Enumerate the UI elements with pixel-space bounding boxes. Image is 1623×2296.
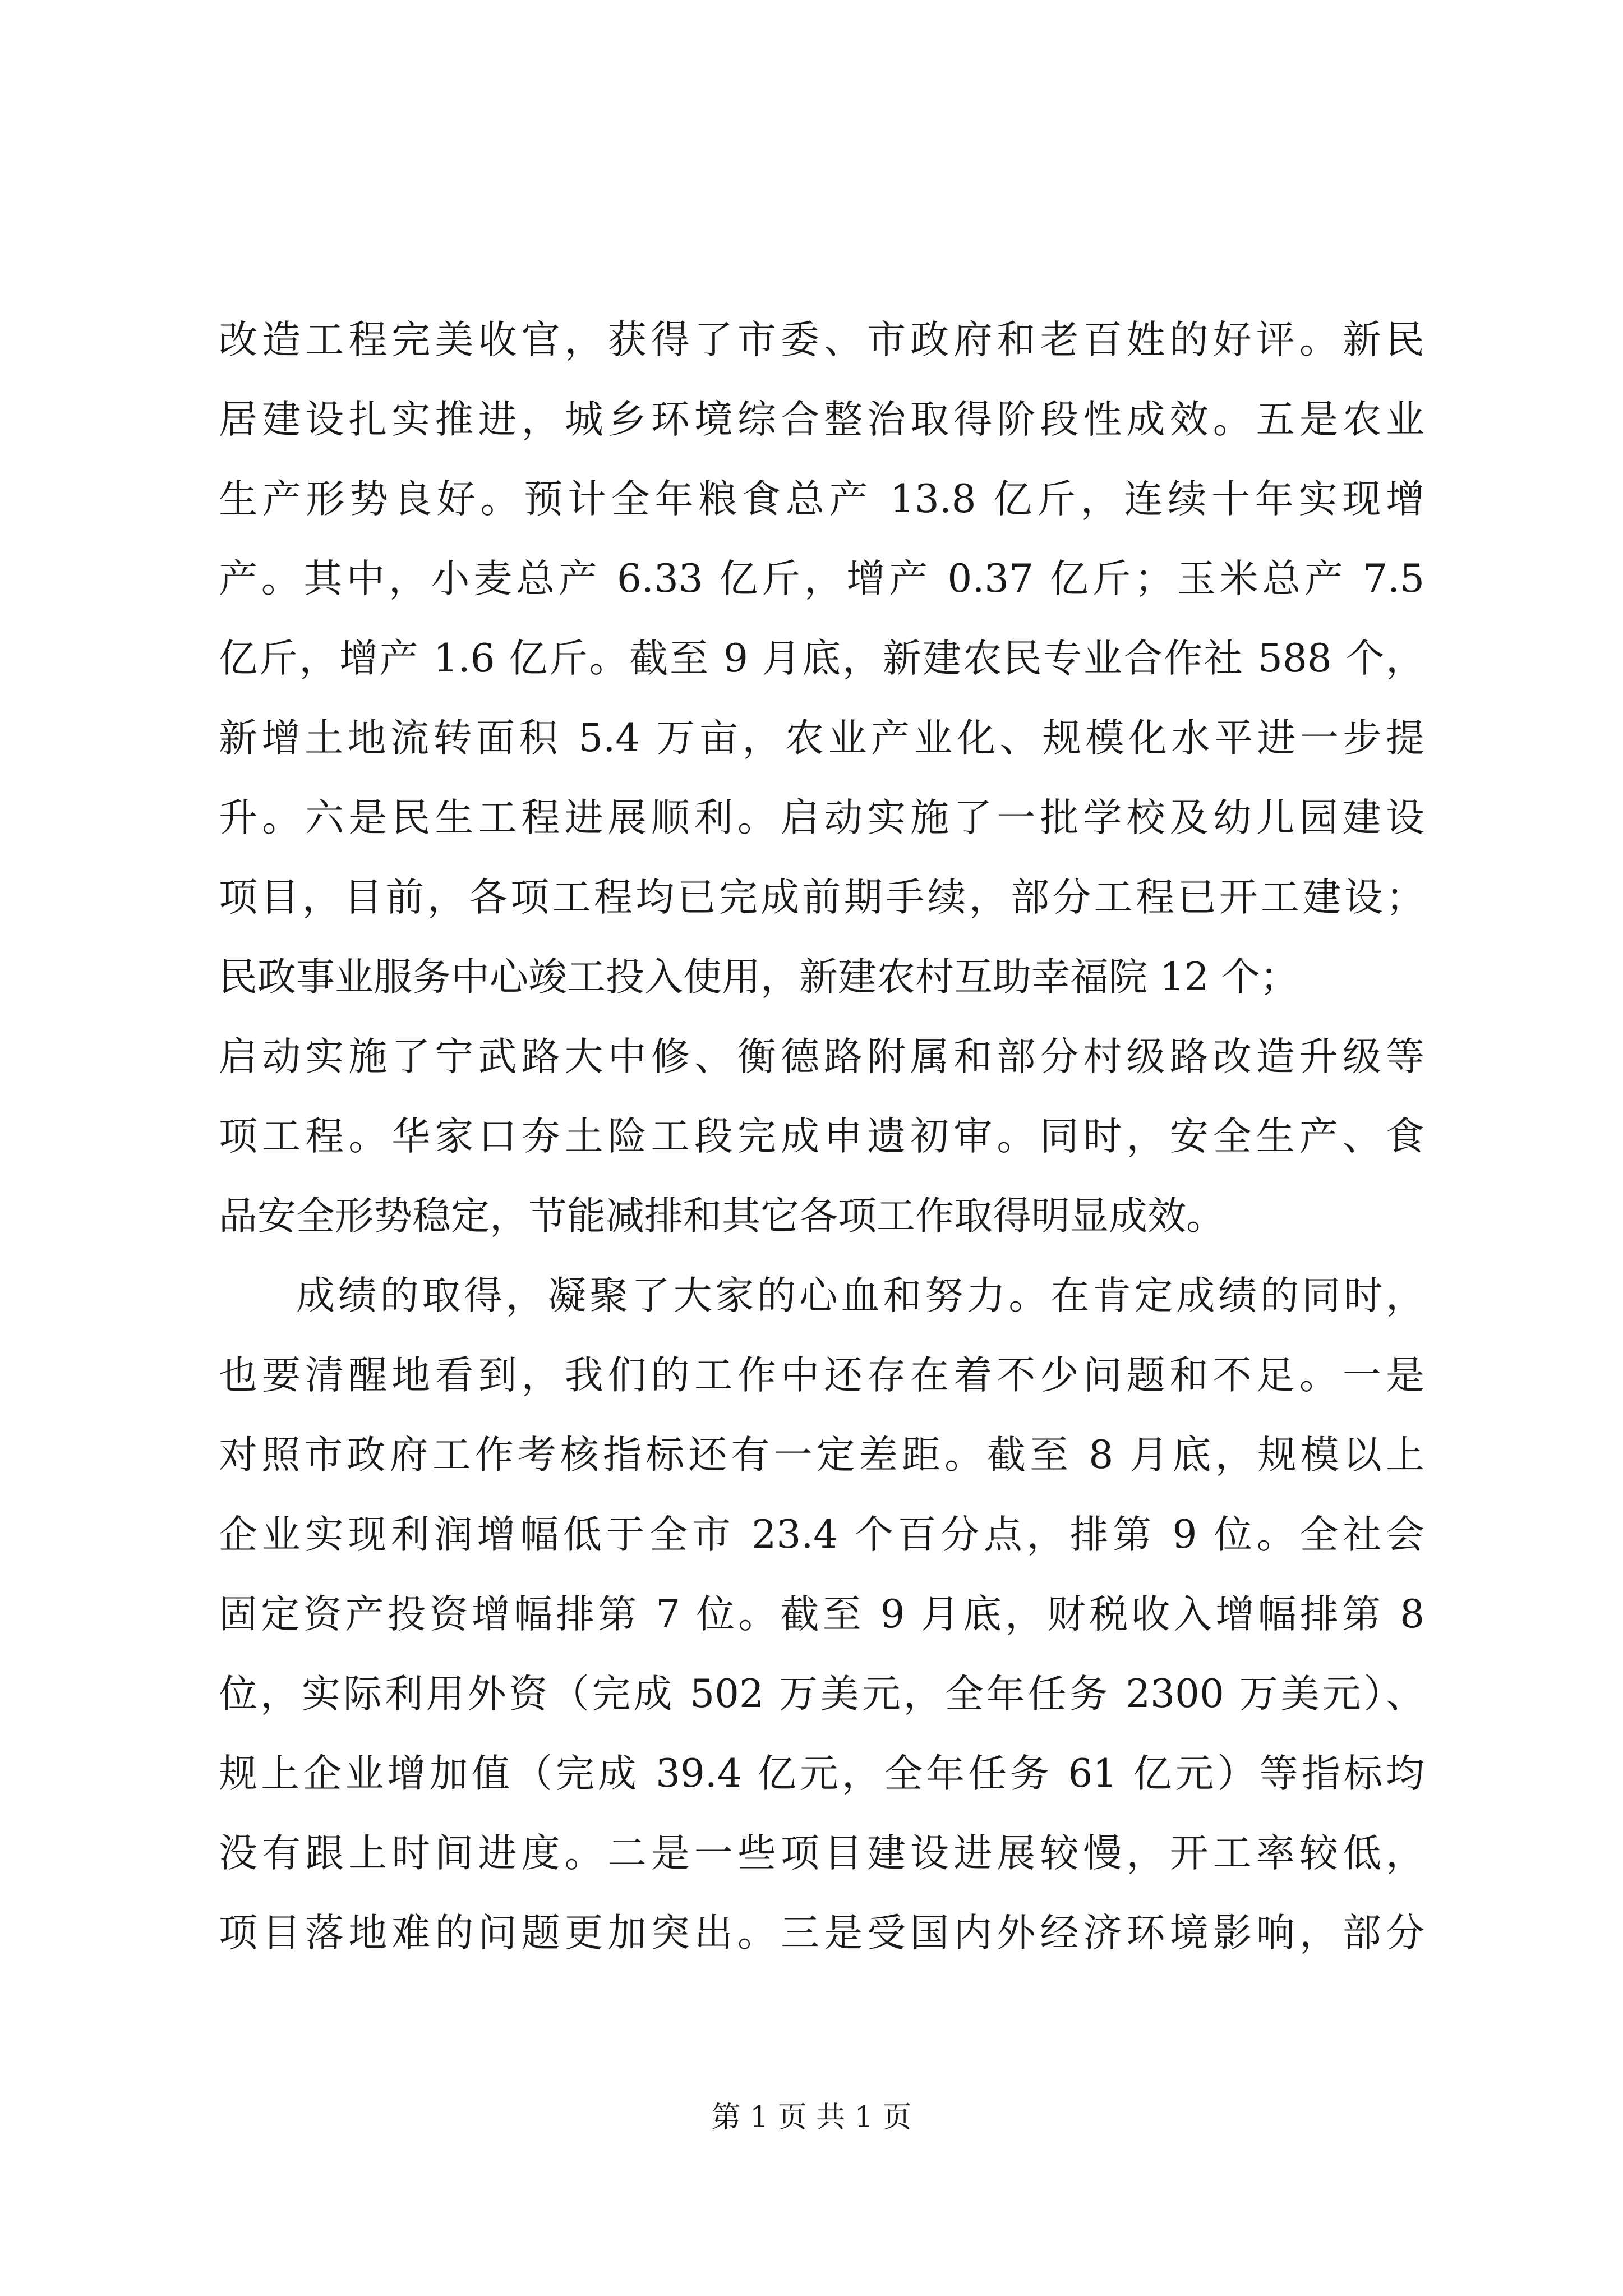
text-line: 民政事业服务中心竣工投入使用，新建农村互助幸福院 12 个； (219, 955, 1299, 1000)
paragraph (219, 1256, 1424, 1973)
text-line: 也要清醒地看到，我们的工作中还存在着不少问题和不足。一是 (219, 1353, 1424, 1398)
text-line: 新增土地流转面积 5.4 万亩，农业产业化、规模化水平进一步提 (219, 716, 1424, 761)
text-line: 项目，目前，各项工程均已完成前期手续，部分工程已开工建设； (219, 875, 1424, 920)
text-line: 固定资产投资增幅排第 7 位。截至 9 月底，财税收入增幅排第 8 (219, 1592, 1424, 1637)
text-line: 项工程。华家口夯土险工段完成申遗初审。同时，安全生产、食 (219, 1114, 1424, 1159)
text-line: 升。六是民生工程进展顺利。启动实施了一批学校及幼儿园建设 (219, 795, 1424, 840)
text-line: 产。其中，小麦总产 6.33 亿斤，增产 0.37 亿斤；玉米总产 7.5 (219, 556, 1424, 601)
page-number-footer: 第 1 页 共 1 页 (711, 2101, 912, 2134)
document-body (219, 300, 1424, 1973)
text-line: 亿斤，增产 1.6 亿斤。截至 9 月底，新建农民专业合作社 588 个， (219, 636, 1424, 681)
text-line: 项目落地难的问题更加突出。三是受国内外经济环境影响，部分 (219, 1911, 1424, 1955)
text-line: 启动实施了宁武路大中修、衡德路附属和部分村级路改造升级等 (219, 1034, 1424, 1079)
text-line: 企业实现利润增幅低于全市 23.4 个百分点，排第 9 位。全社会 (219, 1512, 1424, 1557)
text-line: 品安全形势稳定，节能减排和其它各项工作取得明显成效。 (219, 1194, 1225, 1239)
text-line: 没有跟上时间进度。二是一些项目建设进展较慢，开工率较低， (219, 1831, 1424, 1876)
text-line: 居建设扎实推进，城乡环境综合整治取得阶段性成效。五是农业 (219, 397, 1424, 442)
text-line: 生产形势良好。预计全年粮食总产 13.8 亿斤，连续十年实现增 (219, 477, 1424, 522)
text-line: 规上企业增加值（完成 39.4 亿元，全年任务 61 亿元）等指标均 (219, 1751, 1424, 1796)
text-line: 对照市政府工作考核指标还有一定差距。截至 8 月底，规模以上 (219, 1433, 1424, 1478)
text-line: 成绩的取得，凝聚了大家的心血和努力。在肯定成绩的同时， (296, 1273, 1424, 1318)
paragraph (219, 300, 1424, 1256)
text-line: 改造工程完美收官，获得了市委、市政府和老百姓的好评。新民 (219, 318, 1424, 362)
text-line: 位，实际利用外资（完成 502 万美元，全年任务 2300 万美元）、 (219, 1672, 1424, 1717)
